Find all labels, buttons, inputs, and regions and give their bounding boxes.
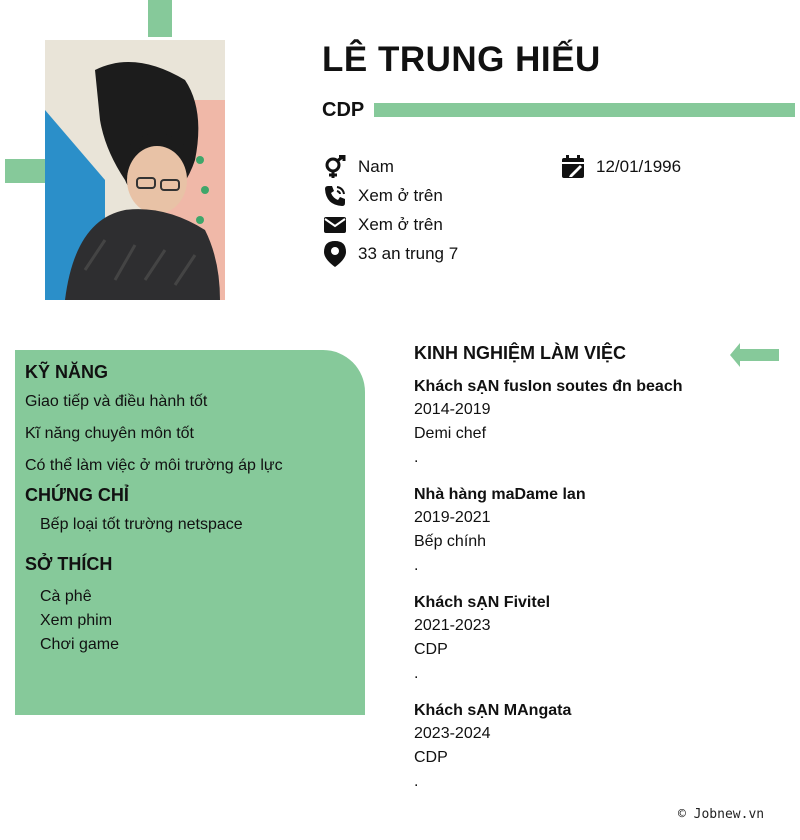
phone-icon [322, 183, 348, 209]
info-email [322, 212, 443, 238]
job-period: 2021-2023 [414, 617, 491, 634]
profile-photo [45, 40, 225, 300]
experience-title: KINH NGHIỆM LÀM VIỆC [414, 343, 627, 363]
certificate-item: Bếp loại tốt trường netspace [40, 516, 243, 533]
location-pin-icon [322, 241, 348, 267]
experience-section [414, 343, 784, 808]
job-note: . [414, 773, 419, 790]
job-entry [414, 592, 784, 686]
job-company: Nhà hàng maDame lan [414, 486, 586, 503]
left-panel [15, 350, 365, 715]
birthday-value: 12/01/1996 [596, 157, 682, 176]
role-accent-bar [374, 103, 795, 117]
job-entry [414, 376, 784, 470]
job-period: 2023-2024 [414, 725, 491, 742]
job-company: Khách sẠN fusIon soutes đn beach [414, 378, 683, 395]
job-period: 2019-2021 [414, 509, 491, 526]
gender-value: Nam [358, 157, 394, 176]
email-value: Xem ở trên [358, 215, 443, 234]
job-note: . [414, 665, 419, 682]
candidate-role: CDP [322, 98, 365, 121]
hobbies-title: SỞ THÍCH [25, 554, 113, 574]
job-position: Bếp chính [414, 533, 487, 550]
skills-title: KỸ NĂNG [25, 362, 109, 382]
job-period: 2014-2019 [414, 401, 491, 418]
info-gender [322, 154, 394, 180]
footer-credit[interactable]: © Jobnew.vn [678, 807, 765, 822]
address-value: 33 an trung 7 [358, 244, 459, 263]
job-note: . [414, 557, 419, 574]
hobby-item: Xem phim [40, 612, 113, 629]
info-address [322, 241, 458, 267]
decor-top-square [148, 0, 172, 37]
envelope-icon [322, 212, 348, 238]
skill-item: Kĩ năng chuyên môn tốt [25, 425, 194, 442]
calendar-icon [560, 154, 586, 180]
role-row [322, 97, 795, 123]
job-entry [414, 484, 784, 578]
certificates-title: CHỨNG CHỈ [25, 485, 129, 505]
gender-icon [322, 154, 348, 180]
job-entry [414, 700, 784, 794]
decor-left-bar [5, 159, 45, 183]
job-company: Khách sẠN Fivitel [414, 594, 551, 611]
info-birthday [560, 154, 681, 180]
job-company: Khách sẠN MAngata [414, 702, 572, 719]
phone-value: Xem ở trên [358, 186, 443, 205]
job-position: CDP [414, 749, 448, 766]
job-note: . [414, 449, 419, 466]
hobby-item: Cà phê [40, 588, 92, 605]
job-position: Demi chef [414, 425, 487, 442]
info-phone [322, 183, 443, 209]
skill-item: Có thể làm việc ở môi trường áp lực [25, 457, 283, 474]
job-position: CDP [414, 641, 448, 658]
skill-item: Giao tiếp và điều hành tốt [25, 393, 208, 410]
hobby-item: Chơi game [40, 636, 119, 653]
candidate-name: LÊ TRUNG HIẾU [322, 40, 601, 79]
